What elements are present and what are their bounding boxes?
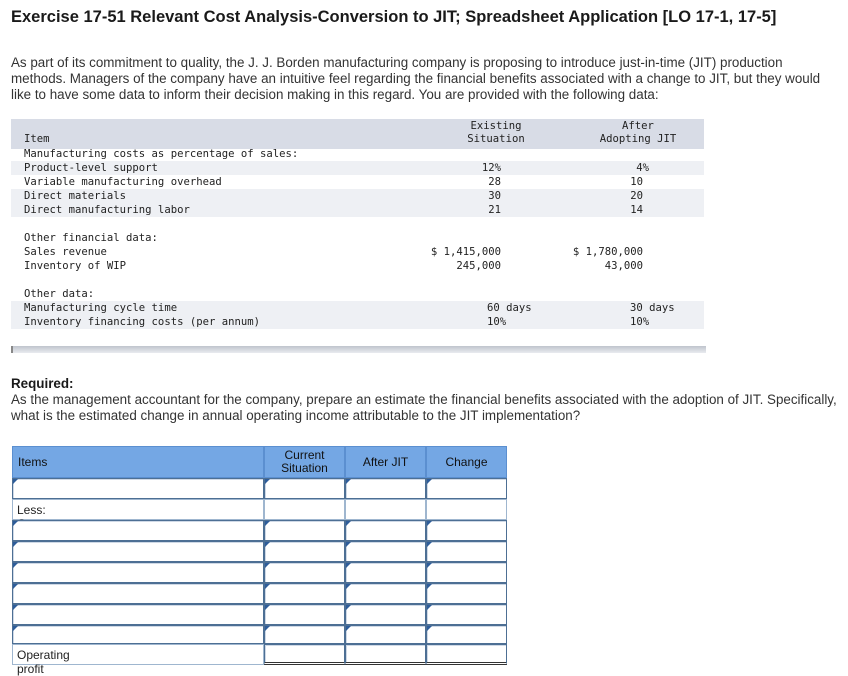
- required-text: As the management accountant for the company, prepare an estimate the financial benefits associated with the adoption of JIT. Specifically, what is the estimated change in annual operating income attributable to the JIT implementation?: [11, 392, 837, 423]
- header-item: Item: [24, 133, 50, 145]
- cost-after-input[interactable]: [345, 583, 426, 604]
- header-after-line1: After: [622, 120, 654, 132]
- row-after: 43,000: [604, 260, 643, 272]
- current-input[interactable]: [264, 478, 345, 499]
- empty-cell: [345, 499, 426, 520]
- empty-cell: [264, 499, 345, 520]
- cost-after-input[interactable]: [345, 520, 426, 541]
- cost-item-input[interactable]: [12, 625, 264, 644]
- row-label: Inventory financing costs (per annum): [24, 316, 260, 328]
- cost-current-input[interactable]: [264, 562, 345, 583]
- cost-after-input[interactable]: [345, 562, 426, 583]
- row-label: Direct materials: [24, 190, 127, 202]
- row-label: Sales revenue: [24, 246, 107, 258]
- cost-change-input[interactable]: [426, 541, 507, 562]
- row-after: 14: [630, 204, 643, 216]
- row-after: 10%: [630, 316, 650, 328]
- cost-change-input[interactable]: [426, 583, 507, 604]
- profit-after-input[interactable]: [345, 644, 426, 665]
- cost-change-input[interactable]: [426, 625, 507, 644]
- row-existing: 245,000: [456, 260, 501, 272]
- cost-item-input[interactable]: [12, 562, 264, 583]
- row-label: Direct manufacturing labor: [24, 204, 190, 216]
- section-other-financial: Other financial data:: [24, 232, 158, 244]
- operating-profit-label: Operating profit: [17, 648, 70, 676]
- cost-change-input[interactable]: [426, 520, 507, 541]
- cost-change-input[interactable]: [426, 604, 507, 625]
- cost-current-input[interactable]: [264, 583, 345, 604]
- row-after: 4%: [636, 162, 649, 174]
- cost-current-input[interactable]: [264, 604, 345, 625]
- row-label: Manufacturing cycle time: [24, 302, 178, 314]
- item-input[interactable]: [12, 478, 264, 499]
- table-bottom-rule: [11, 346, 706, 353]
- row-after: 10: [630, 176, 643, 188]
- row-label: Variable manufacturing overhead: [24, 176, 222, 188]
- less-costs-label: Less:: [17, 503, 46, 517]
- grid-header-change: Change: [426, 446, 507, 478]
- cost-after-input[interactable]: [345, 604, 426, 625]
- row-label: Inventory of WIP: [24, 260, 127, 272]
- grid-header-after: After JIT: [345, 446, 426, 478]
- intro-paragraph: As part of its commitment to quality, the J. J. Borden manufacturing company is proposing to introduce just-in-time (JIT) production methods. Managers of the company have an intuitive feel regarding the financial benefits associated with a change to JIT, but they would like to have some data to inform their decision making in this regard. You are provided with the following data:: [11, 55, 821, 102]
- cost-after-input[interactable]: [345, 541, 426, 562]
- profit-current-input[interactable]: [264, 644, 345, 665]
- row-existing: 10%: [487, 316, 507, 328]
- given-data-table: [11, 119, 704, 354]
- row-existing: 12%: [481, 162, 501, 174]
- section-manufacturing-costs: Manufacturing costs as percentage of sales:: [24, 148, 299, 160]
- cost-item-input[interactable]: [12, 541, 264, 562]
- after-input[interactable]: [345, 478, 426, 499]
- header-existing-line1: Existing: [470, 120, 522, 132]
- cost-item-input[interactable]: [12, 520, 264, 541]
- cost-current-input[interactable]: [264, 520, 345, 541]
- row-existing: $ 1,415,000: [430, 246, 501, 258]
- row-after: 30 days: [630, 302, 675, 314]
- required-section: [11, 376, 841, 424]
- row-after: $ 1,780,000: [572, 246, 643, 258]
- section-other-data: Other data:: [24, 288, 95, 300]
- header-after-line2: Adopting JIT: [599, 133, 677, 145]
- row-existing: 30: [488, 190, 501, 202]
- cost-current-input[interactable]: [264, 625, 345, 644]
- required-label: Required:: [11, 376, 74, 391]
- grid-header-items: Items: [12, 446, 264, 478]
- change-input[interactable]: [426, 478, 507, 499]
- grid-header-current: Current Situation: [264, 446, 345, 478]
- empty-cell: [426, 499, 507, 520]
- less-costs-row: [12, 499, 264, 520]
- row-after: 20: [630, 190, 643, 202]
- cost-after-input[interactable]: [345, 625, 426, 644]
- row-label: Product-level support: [24, 162, 158, 174]
- profit-change-input[interactable]: [426, 644, 507, 665]
- cost-change-input[interactable]: [426, 562, 507, 583]
- row-existing: 60 days: [487, 302, 532, 314]
- row-existing: 28: [488, 176, 501, 188]
- cost-item-input[interactable]: [12, 604, 264, 625]
- cost-current-input[interactable]: [264, 541, 345, 562]
- cost-item-input[interactable]: [12, 583, 264, 604]
- row-existing: 21: [488, 204, 501, 216]
- header-existing-line2: Situation: [467, 133, 525, 145]
- page-title: Exercise 17-51 Relevant Cost Analysis-Conversion to JIT; Spreadsheet Application [LO 17-1, 17-5]: [11, 8, 777, 26]
